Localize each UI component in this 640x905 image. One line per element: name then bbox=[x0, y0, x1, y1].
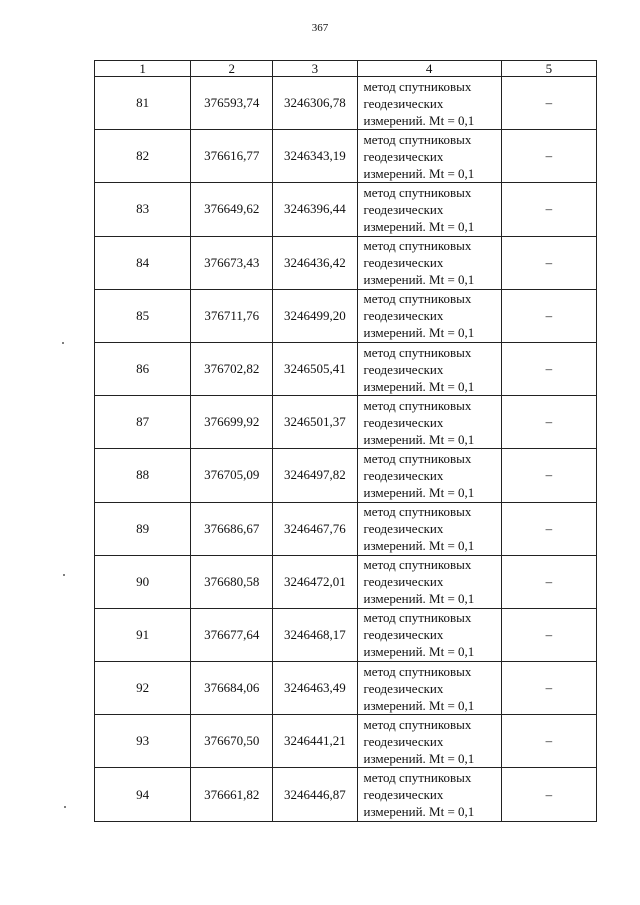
method-line-3: измерений. Mt = 0,1 bbox=[363, 218, 475, 234]
method-line-2: геодезических bbox=[363, 255, 444, 271]
method-line-3: измерений. Mt = 0,1 bbox=[363, 165, 475, 181]
coordinate-y-cell: 3246472,01 bbox=[273, 555, 357, 608]
coordinate-y-cell: 3246441,21 bbox=[273, 715, 357, 768]
method-cell bbox=[357, 715, 501, 768]
point-number-cell: 83 bbox=[95, 183, 191, 236]
margin-speck bbox=[62, 342, 64, 344]
method-cell bbox=[357, 130, 501, 183]
method-line-1: метод спутниковых bbox=[363, 344, 472, 360]
note-cell: – bbox=[501, 183, 596, 236]
method-cell bbox=[357, 289, 501, 342]
method-line-2: геодезических bbox=[363, 467, 444, 483]
method-line-3: измерений. Mt = 0,1 bbox=[363, 538, 475, 554]
margin-speck bbox=[64, 806, 66, 808]
coordinate-y-cell: 3246468,17 bbox=[273, 608, 357, 661]
method-line-1: метод спутниковых bbox=[363, 504, 472, 520]
method-line-1: метод спутниковых bbox=[363, 131, 472, 147]
method-line-3: измерений. Mt = 0,1 bbox=[363, 272, 475, 288]
coordinate-y-cell: 3246436,42 bbox=[273, 236, 357, 289]
table-row bbox=[95, 342, 597, 395]
table-body bbox=[95, 77, 597, 822]
table-header bbox=[95, 61, 597, 77]
method-line-2: геодезических bbox=[363, 574, 444, 590]
note-cell: – bbox=[501, 662, 596, 715]
method-line-2: геодезических bbox=[363, 733, 444, 749]
point-number-cell: 91 bbox=[95, 608, 191, 661]
point-number-cell: 92 bbox=[95, 662, 191, 715]
note-cell: – bbox=[501, 342, 596, 395]
method-line-3: измерений. Mt = 0,1 bbox=[363, 644, 475, 660]
note-cell: – bbox=[501, 396, 596, 449]
method-line-1: метод спутниковых bbox=[363, 716, 472, 732]
coordinate-x-cell: 376699,92 bbox=[191, 396, 273, 449]
table-row bbox=[95, 183, 597, 236]
method-line-3: измерений. Mt = 0,1 bbox=[363, 591, 475, 607]
method-line-2: геодезических bbox=[363, 95, 444, 111]
point-number-cell: 93 bbox=[95, 715, 191, 768]
header-row bbox=[95, 61, 597, 77]
method-cell bbox=[357, 77, 501, 130]
point-number-cell: 85 bbox=[95, 289, 191, 342]
note-cell: – bbox=[501, 77, 596, 130]
method-cell bbox=[357, 502, 501, 555]
table-row bbox=[95, 449, 597, 502]
method-cell bbox=[357, 662, 501, 715]
method-line-2: геодезических bbox=[363, 521, 444, 537]
point-number-cell: 90 bbox=[95, 555, 191, 608]
method-line-2: геодезических bbox=[363, 148, 444, 164]
method-line-2: геодезических bbox=[363, 627, 444, 643]
method-line-1: метод спутниковых bbox=[363, 78, 472, 94]
method-cell bbox=[357, 396, 501, 449]
margin-speck bbox=[63, 574, 65, 576]
point-number-cell: 82 bbox=[95, 130, 191, 183]
point-number-cell: 89 bbox=[95, 502, 191, 555]
coordinate-y-cell: 3246396,44 bbox=[273, 183, 357, 236]
table-row bbox=[95, 289, 597, 342]
method-line-3: измерений. Mt = 0,1 bbox=[363, 378, 475, 394]
note-cell: – bbox=[501, 555, 596, 608]
header-col-5: 5 bbox=[501, 61, 596, 77]
coordinate-x-cell: 376673,43 bbox=[191, 236, 273, 289]
point-number-cell: 94 bbox=[95, 768, 191, 821]
table-row bbox=[95, 236, 597, 289]
method-line-1: метод спутниковых bbox=[363, 610, 472, 626]
table-row bbox=[95, 662, 597, 715]
header-col-4: 4 bbox=[357, 61, 501, 77]
method-line-3: измерений. Mt = 0,1 bbox=[363, 325, 475, 341]
table-row bbox=[95, 396, 597, 449]
table-row bbox=[95, 77, 597, 130]
method-line-3: измерений. Mt = 0,1 bbox=[363, 431, 475, 447]
point-number-cell: 84 bbox=[95, 236, 191, 289]
method-line-2: геодезических bbox=[363, 361, 444, 377]
coordinate-x-cell: 376649,62 bbox=[191, 183, 273, 236]
page-number: 367 bbox=[311, 22, 329, 34]
method-cell bbox=[357, 608, 501, 661]
method-line-3: измерений. Mt = 0,1 bbox=[363, 750, 475, 766]
note-cell: – bbox=[501, 502, 596, 555]
header-col-2: 2 bbox=[191, 61, 273, 77]
method-line-3: измерений. Mt = 0,1 bbox=[363, 112, 475, 128]
method-line-1: метод спутниковых bbox=[363, 450, 472, 466]
coordinate-y-cell: 3246497,82 bbox=[273, 449, 357, 502]
coordinate-x-cell: 376686,67 bbox=[191, 502, 273, 555]
note-cell: – bbox=[501, 608, 596, 661]
point-number-cell: 88 bbox=[95, 449, 191, 502]
coordinate-y-cell: 3246499,20 bbox=[273, 289, 357, 342]
point-number-cell: 87 bbox=[95, 396, 191, 449]
coordinate-y-cell: 3246467,76 bbox=[273, 502, 357, 555]
coordinate-x-cell: 376616,77 bbox=[191, 130, 273, 183]
table-row bbox=[95, 502, 597, 555]
coordinate-x-cell: 376702,82 bbox=[191, 342, 273, 395]
coordinate-y-cell: 3246343,19 bbox=[273, 130, 357, 183]
coordinate-y-cell: 3246505,41 bbox=[273, 342, 357, 395]
coordinate-x-cell: 376711,76 bbox=[191, 289, 273, 342]
method-cell bbox=[357, 342, 501, 395]
coordinate-y-cell: 3246306,78 bbox=[273, 77, 357, 130]
table-row bbox=[95, 768, 597, 821]
coordinate-y-cell: 3246446,87 bbox=[273, 768, 357, 821]
method-line-2: геодезических bbox=[363, 308, 444, 324]
table-row bbox=[95, 130, 597, 183]
method-line-2: геодезических bbox=[363, 680, 444, 696]
method-line-3: измерений. Mt = 0,1 bbox=[363, 804, 475, 820]
table-row bbox=[95, 555, 597, 608]
method-line-1: метод спутниковых bbox=[363, 184, 472, 200]
note-cell: – bbox=[501, 236, 596, 289]
method-line-1: метод спутниковых bbox=[363, 557, 472, 573]
coordinate-x-cell: 376670,50 bbox=[191, 715, 273, 768]
note-cell: – bbox=[501, 715, 596, 768]
method-line-1: метод спутниковых bbox=[363, 397, 472, 413]
coordinates-table bbox=[94, 60, 597, 822]
method-line-2: геодезических bbox=[363, 201, 444, 217]
coordinate-x-cell: 376677,64 bbox=[191, 608, 273, 661]
header-col-1: 1 bbox=[95, 61, 191, 77]
coordinate-x-cell: 376680,58 bbox=[191, 555, 273, 608]
coordinate-x-cell: 376684,06 bbox=[191, 662, 273, 715]
method-cell bbox=[357, 449, 501, 502]
coordinate-y-cell: 3246463,49 bbox=[273, 662, 357, 715]
coordinate-x-cell: 376593,74 bbox=[191, 77, 273, 130]
point-number-cell: 86 bbox=[95, 342, 191, 395]
method-line-1: метод спутниковых bbox=[363, 291, 472, 307]
note-cell: – bbox=[501, 130, 596, 183]
point-number-cell: 81 bbox=[95, 77, 191, 130]
header-col-3: 3 bbox=[273, 61, 357, 77]
method-cell bbox=[357, 555, 501, 608]
coordinate-x-cell: 376661,82 bbox=[191, 768, 273, 821]
note-cell: – bbox=[501, 449, 596, 502]
note-cell: – bbox=[501, 289, 596, 342]
method-cell bbox=[357, 236, 501, 289]
method-line-1: метод спутниковых bbox=[363, 238, 472, 254]
method-line-2: геодезических bbox=[363, 414, 444, 430]
method-line-3: измерений. Mt = 0,1 bbox=[363, 697, 475, 713]
coordinate-y-cell: 3246501,37 bbox=[273, 396, 357, 449]
method-cell bbox=[357, 768, 501, 821]
coordinate-x-cell: 376705,09 bbox=[191, 449, 273, 502]
method-line-1: метод спутниковых bbox=[363, 663, 472, 679]
table-row bbox=[95, 608, 597, 661]
method-line-3: измерений. Mt = 0,1 bbox=[363, 484, 475, 500]
method-line-2: геодезических bbox=[363, 787, 444, 803]
note-cell: – bbox=[501, 768, 596, 821]
method-cell bbox=[357, 183, 501, 236]
table-row bbox=[95, 715, 597, 768]
method-line-1: метод спутниковых bbox=[363, 770, 472, 786]
